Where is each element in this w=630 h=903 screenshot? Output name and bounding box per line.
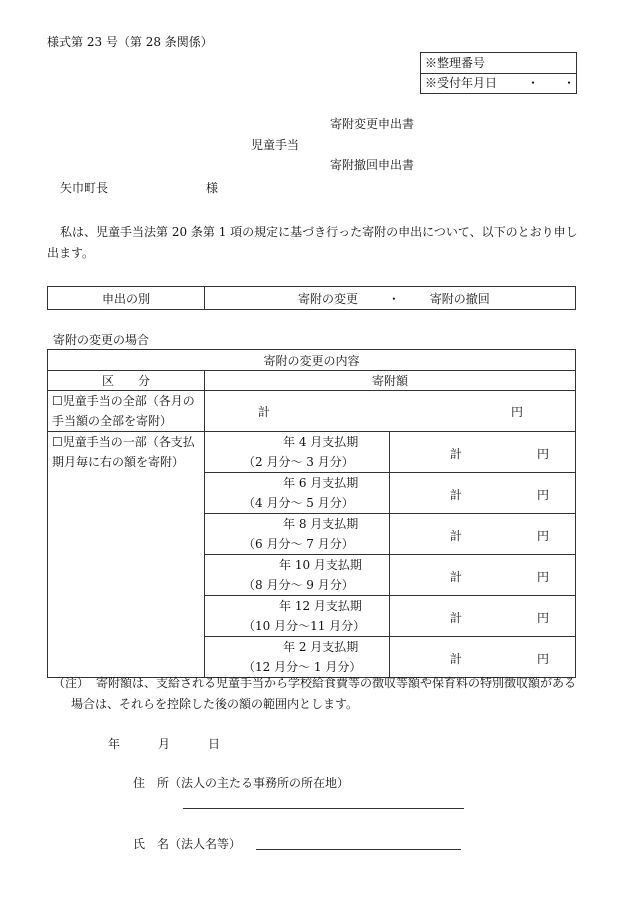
period-en: 円 <box>537 529 550 543</box>
all-amount-cell[interactable] <box>205 391 576 432</box>
addressee-name: 矢巾町長 <box>60 181 109 195</box>
kind-table <box>47 286 576 310</box>
period-kei: 計 <box>450 488 463 502</box>
form-number: 様式第 23 号（第 28 条関係） <box>47 35 213 49</box>
all-option-line2: 手当額の全部を寄附） <box>52 414 173 428</box>
period-cell <box>205 596 390 637</box>
uketsuke-dot-2: ・ <box>563 76 576 90</box>
period-en: 円 <box>537 652 550 666</box>
period-en: 円 <box>537 447 550 461</box>
name-label: 氏 名（法人名等） <box>133 837 242 851</box>
kind-label: 申出の別 <box>48 287 205 310</box>
body-text-line2: 出ます。 <box>47 246 95 260</box>
date-year-label: 年 <box>108 737 121 751</box>
note-label: （注） <box>53 676 90 690</box>
kind-option-withdraw[interactable]: 寄附の撤回 <box>429 291 490 306</box>
uketsuke-dot-1: ・ <box>527 76 540 90</box>
date-day-label: 日 <box>208 737 221 751</box>
period-label: 年 8 月支払期 <box>283 517 359 531</box>
kind-options <box>205 287 576 310</box>
period-label: 年 12 月支払期 <box>279 599 362 613</box>
name-input-line[interactable] <box>256 849 461 850</box>
address-input-line[interactable] <box>183 808 464 809</box>
period-amount-cell[interactable] <box>390 637 576 678</box>
period-kei: 計 <box>450 652 463 666</box>
period-kei: 計 <box>450 611 463 625</box>
period-label: 年 10 月支払期 <box>279 558 362 572</box>
period-months: （2 月分～ 3 月分） <box>243 455 354 469</box>
period-months: （10 月分～11 月分） <box>243 619 366 633</box>
period-en: 円 <box>537 570 550 584</box>
kind-dot: ・ <box>387 291 400 306</box>
period-months: （12 月分～ 1 月分） <box>243 660 362 674</box>
body-text-line1: 私は、児童手当法第 20 条第 1 項の規定に基づき行った寄附の申出について、以下のとおり申し <box>60 225 578 239</box>
period-kei: 計 <box>450 570 463 584</box>
uketsuke-label: ※受付年月日 <box>425 76 498 90</box>
all-option-line1: ☐児童手当の全部（各月の <box>52 394 195 408</box>
part-option[interactable] <box>48 432 205 678</box>
part-option-line2: 期月毎に右の額を寄附） <box>52 455 185 469</box>
note-line1: 寄附額は、支給される児童手当から学校給食費等の徴収等額や保育料の特別徴収額がある <box>96 676 577 690</box>
kind-option-change[interactable]: 寄附の変更 <box>298 291 359 306</box>
title-change: 寄附変更申出書 <box>330 117 415 131</box>
all-en: 円 <box>511 405 524 419</box>
seiri-label: ※整理番号 <box>425 56 486 70</box>
period-cell <box>205 555 390 596</box>
period-cell <box>205 514 390 555</box>
period-amount-cell[interactable] <box>390 514 576 555</box>
all-option[interactable] <box>48 391 205 432</box>
office-use-box <box>420 52 577 94</box>
period-amount-cell[interactable] <box>390 473 576 514</box>
period-amount-cell[interactable] <box>390 596 576 637</box>
title-prefix: 児童手当 <box>251 138 300 152</box>
date-month-label: 月 <box>158 737 171 751</box>
col-amount: 寄附額 <box>205 371 576 391</box>
note-line2: 場合は、それらを控除した後の額の範囲内とします。 <box>71 697 359 711</box>
period-amount-cell[interactable] <box>390 432 576 473</box>
period-kei: 計 <box>450 529 463 543</box>
table-header: 寄附の変更の内容 <box>48 350 576 371</box>
period-cell <box>205 473 390 514</box>
addressee-sama: 様 <box>206 181 219 195</box>
part-option-line1: ☐児童手当の一部（各支払 <box>52 435 195 449</box>
period-label: 年 6 月支払期 <box>283 476 359 490</box>
address-label: 住 所（法人の主たる事務所の所在地） <box>133 776 350 790</box>
period-cell <box>205 432 390 473</box>
period-months: （6 月分～ 7 月分） <box>243 537 354 551</box>
col-kubun: 区 分 <box>48 371 205 391</box>
period-en: 円 <box>537 611 550 625</box>
change-table <box>47 349 576 678</box>
period-months: （4 月分～ 5 月分） <box>243 496 354 510</box>
period-months: （8 月分～ 9 月分） <box>243 578 354 592</box>
period-label: 年 2 月支払期 <box>283 640 359 654</box>
period-label: 年 4 月支払期 <box>283 435 359 449</box>
period-cell <box>205 637 390 678</box>
period-en: 円 <box>537 488 550 502</box>
title-withdraw: 寄附撤回申出書 <box>330 158 415 172</box>
period-kei: 計 <box>450 447 463 461</box>
change-heading: 寄附の変更の場合 <box>53 333 150 347</box>
all-kei: 計 <box>258 405 271 419</box>
period-amount-cell[interactable] <box>390 555 576 596</box>
